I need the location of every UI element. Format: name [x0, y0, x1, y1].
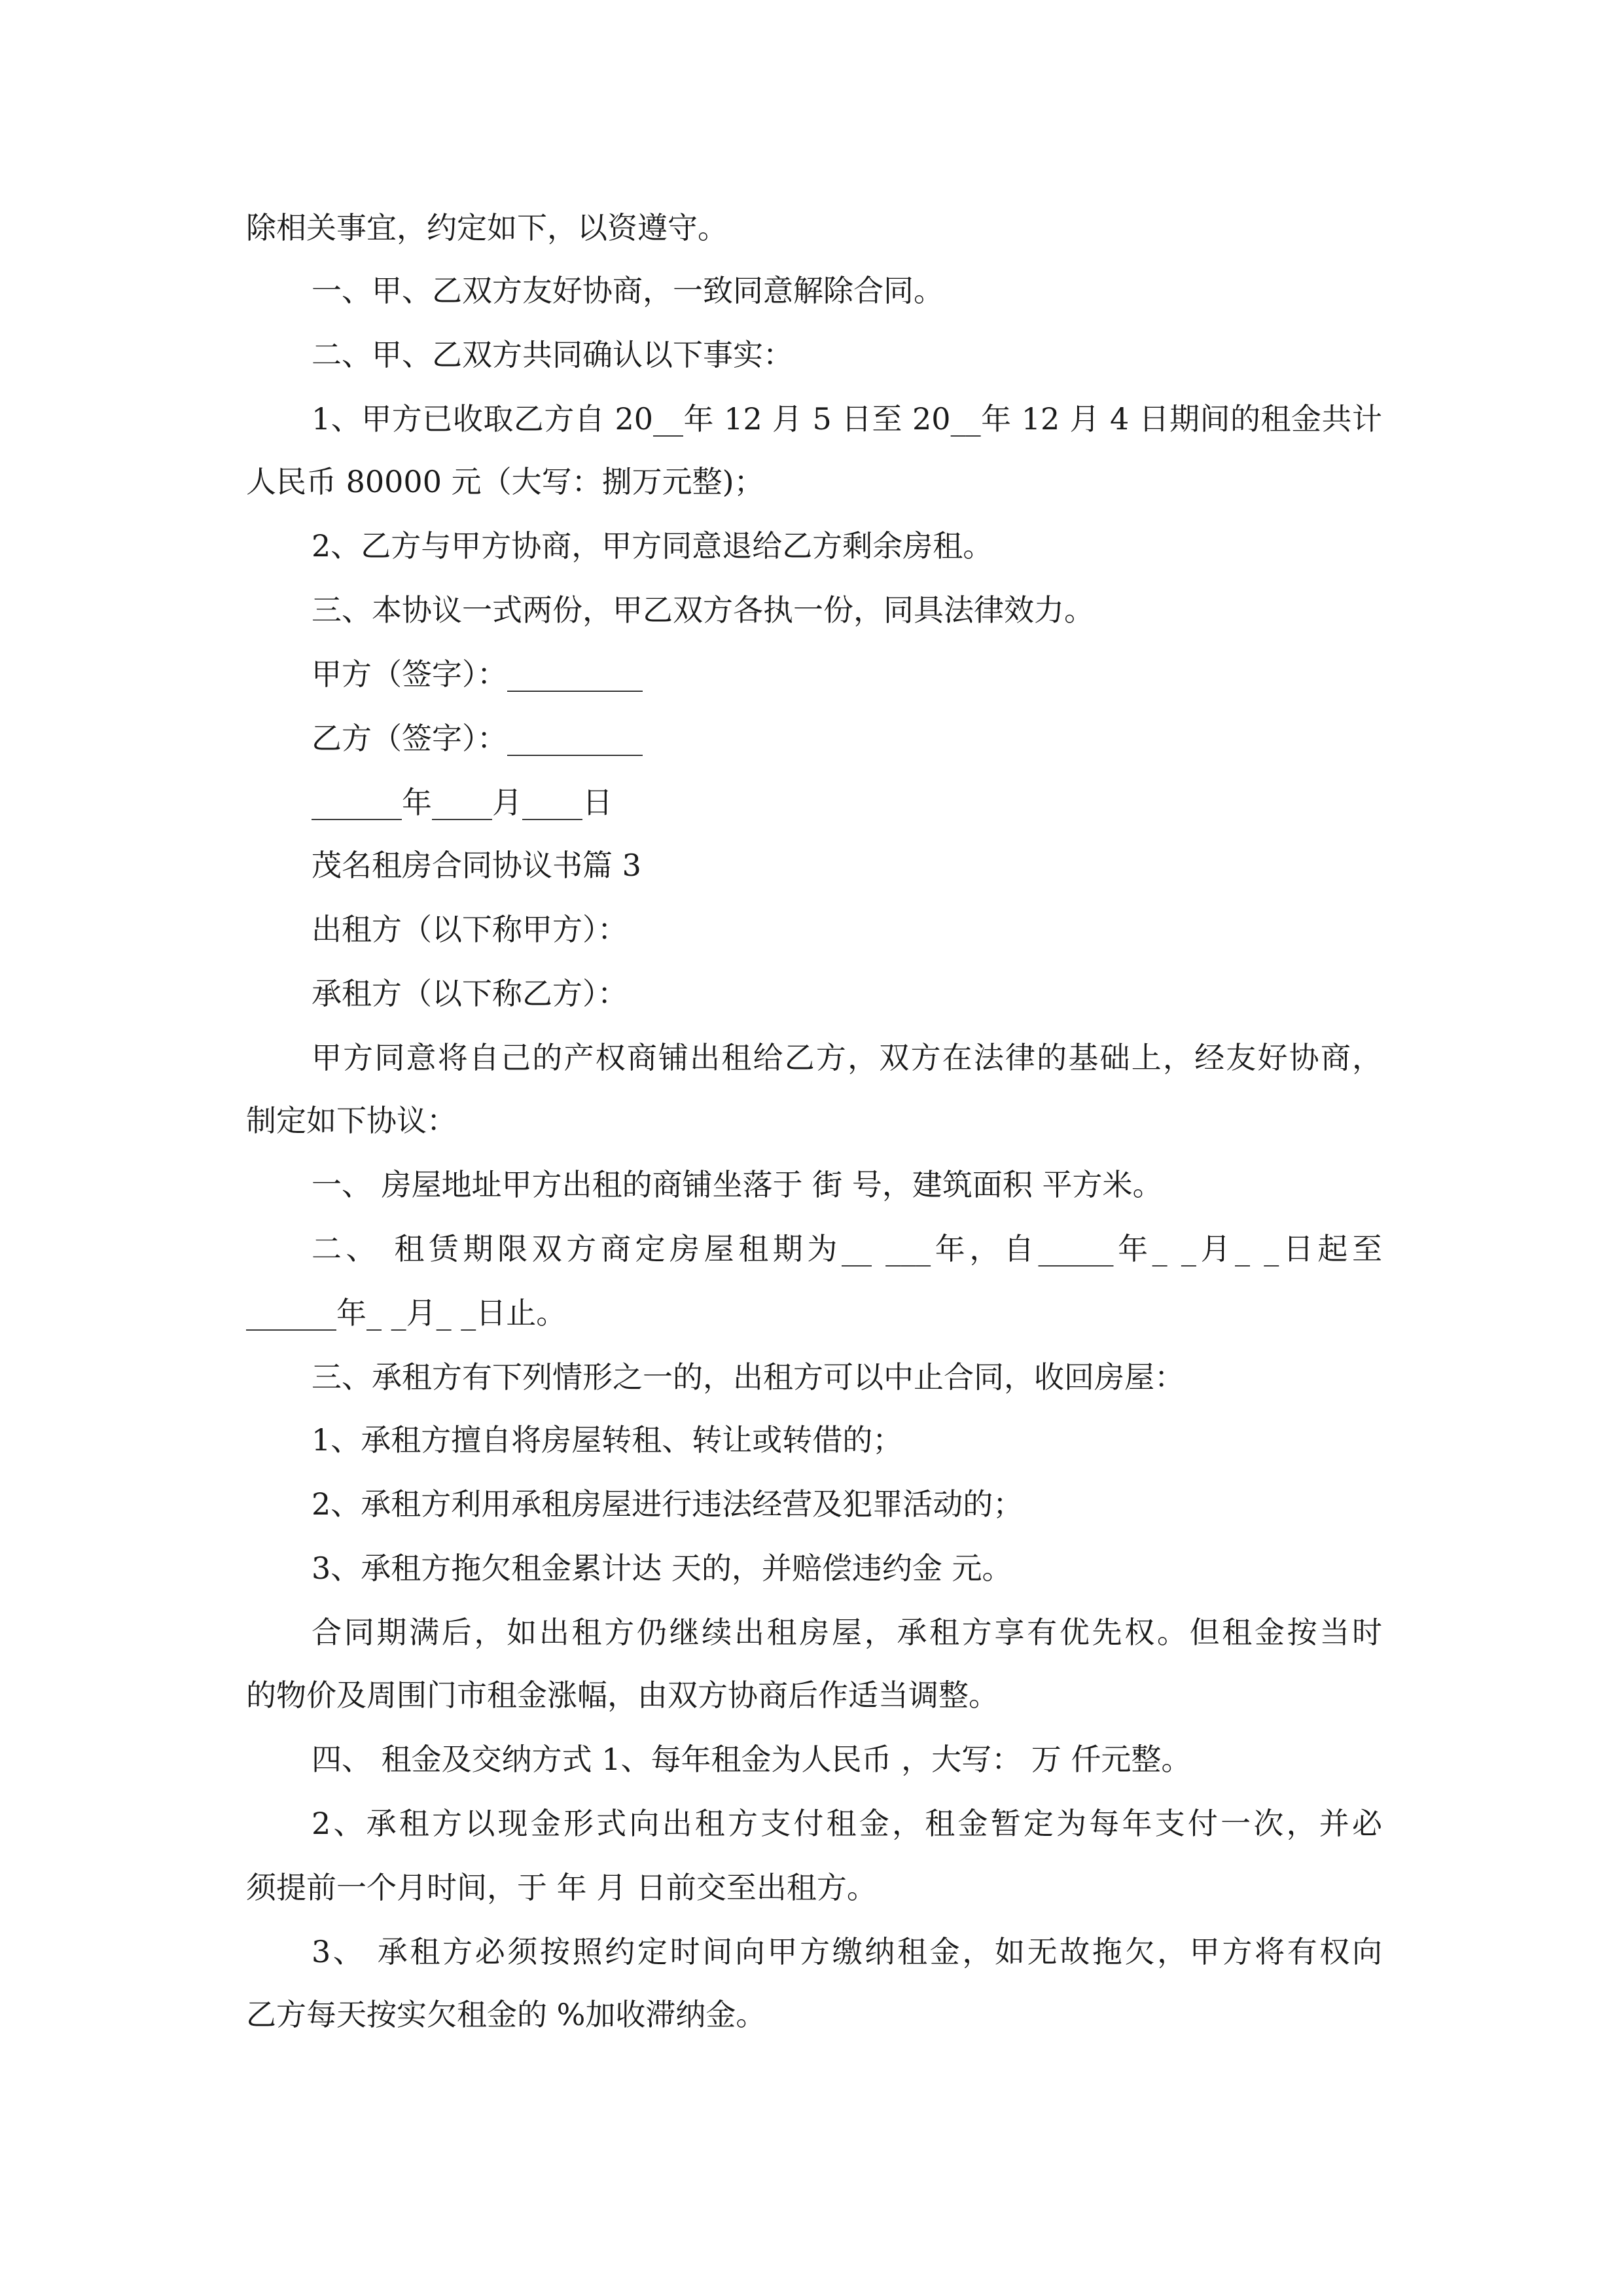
- text-line: 2、承租方以现金形式向出租方支付租金，租金暂定为每年支付一次，并必: [312, 1806, 1382, 1841]
- text-line: 的物价及周围门市租金涨幅，由双方协商后作适当调整。: [246, 1677, 999, 1713]
- text-line: 1、承租方擅自将房屋转租、转让或转借的；: [312, 1422, 903, 1458]
- text-line: 承租方（以下称乙方）：: [312, 976, 628, 1011]
- signature-line-party-a: 甲方（签字）：_________: [312, 656, 643, 692]
- text-line: 一、甲、乙双方友好协商，一致同意解除合同。: [312, 273, 944, 308]
- text-line: 3、承租方拖欠租金累计达 天的，并赔偿违约金 元。: [312, 1551, 1012, 1586]
- text-line: 三、承租方有下列情形之一的，出租方可以中止合同，收回房屋：: [312, 1359, 1185, 1395]
- text-line: ______年_ _月_ _日止。: [246, 1295, 567, 1331]
- text-line: 出租方（以下称甲方）：: [312, 912, 628, 947]
- text-line: 二、 租赁期限双方商定房屋租期为__ ___年，自_____年_ _月_ _日起至: [312, 1231, 1382, 1266]
- text-line: 二、甲、乙双方共同确认以下事实：: [312, 337, 793, 372]
- text-line: 一、 房屋地址甲方出租的商铺坐落于 街 号，建筑面积 平方米。: [312, 1167, 1163, 1202]
- text-line: 制定如下协议：: [246, 1103, 457, 1138]
- text-line: 四、 租金及交纳方式 1、每年租金为人民币 ，大写： 万 仟元整。: [312, 1742, 1192, 1777]
- text-line: 合同期满后，如出租方仍继续出租房屋，承租方享有优先权。但租金按当时: [312, 1615, 1382, 1650]
- text-line: 2、乙方与甲方协商，甲方同意退给乙方剩余房租。: [312, 528, 993, 564]
- text-line: 须提前一个月时间，于 年 月 日前交至出租方。: [246, 1870, 877, 1905]
- section-heading: 茂名租房合同协议书篇 3: [312, 848, 641, 883]
- text-line: 人民币 80000 元（大写：捌万元整)；: [246, 464, 764, 499]
- text-line: 1、甲方已收取乙方自 20__年 12 月 5 日至 20__年 12 月 4 日期间的租金共计: [312, 401, 1382, 437]
- text-line: 甲方同意将自己的产权商铺出租给乙方，双方在法律的基础上，经友好协商，: [312, 1040, 1382, 1075]
- text-line: 三、本协议一式两份，甲乙双方各执一份，同具法律效力。: [312, 592, 1094, 628]
- signature-line-party-b: 乙方（签字）：_________: [312, 721, 643, 756]
- text-line: 2、承租方利用承租房屋进行违法经营及犯罪活动的；: [312, 1486, 1024, 1522]
- text-line: 3、 承租方必须按照约定时间向甲方缴纳租金，如无故拖欠，甲方将有权向: [312, 1934, 1382, 1969]
- text-line: 乙方每天按实欠租金的 %加收滞纳金。: [246, 1997, 766, 2032]
- date-line: ______年____月____日: [312, 785, 613, 820]
- text-line: 除相关事宜，约定如下，以资遵守。: [246, 210, 728, 245]
